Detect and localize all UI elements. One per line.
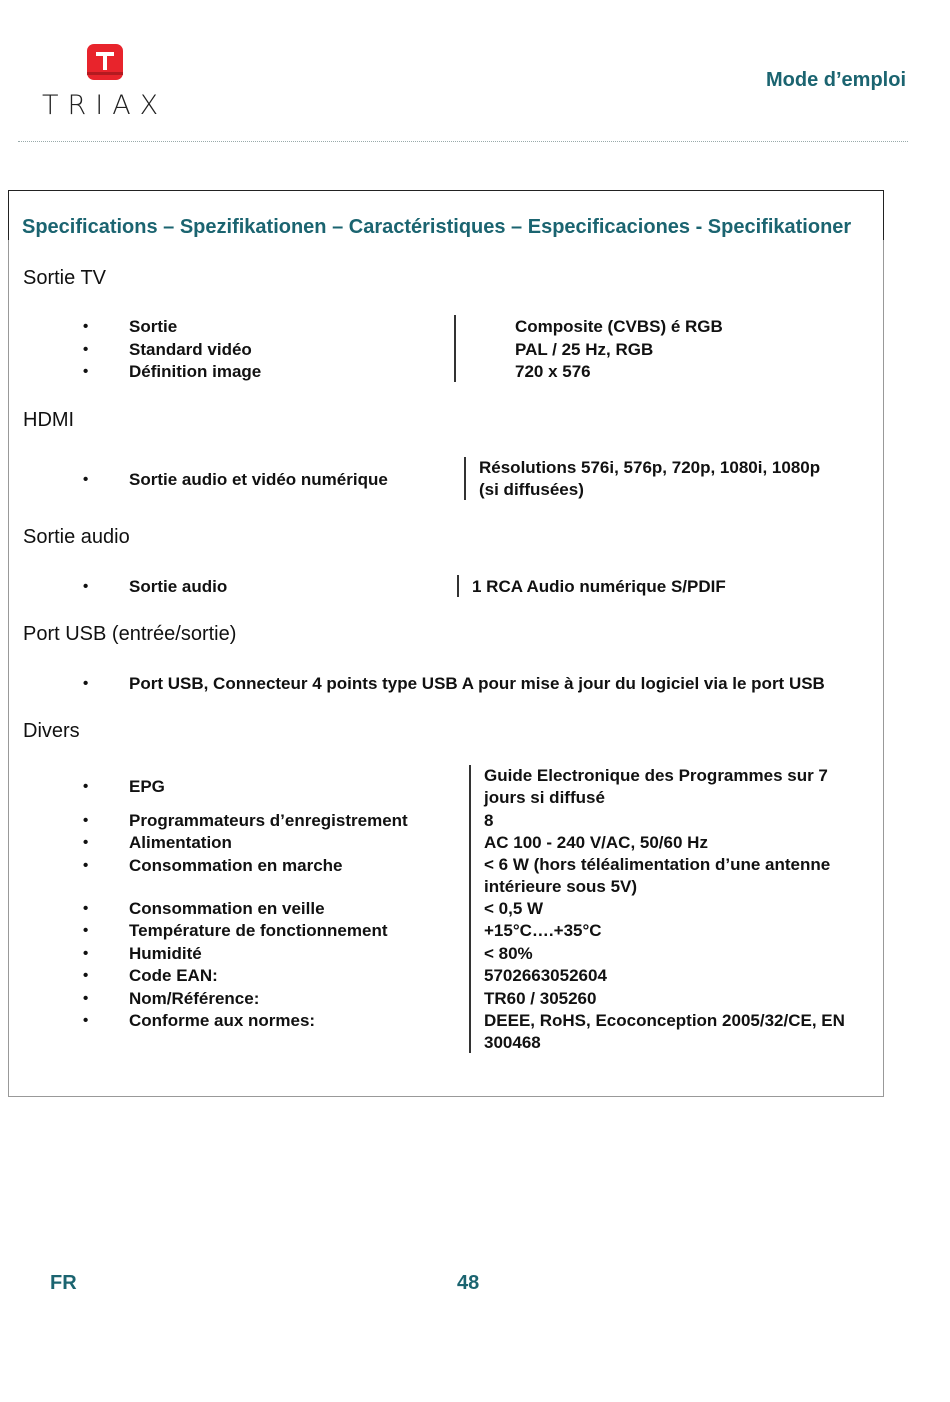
- bullet: •: [83, 578, 89, 595]
- bullet: •: [83, 922, 89, 939]
- specifications-title: Specifications – Spezifikationen – Caractéristiques – Especificaciones - Specifikationer: [22, 216, 852, 238]
- spec-label: Définition image: [129, 362, 262, 381]
- spec-label: Température de fonctionnement: [129, 921, 388, 940]
- bullet: •: [83, 900, 89, 917]
- section-heading-port-usb: Port USB (entrée/sortie): [23, 623, 237, 645]
- spec-value: < 6 W (hors téléalimentation d’une antenne intérieure sous 5V): [484, 855, 831, 896]
- bullet: •: [83, 834, 89, 851]
- bullet: •: [83, 857, 89, 874]
- spec-value: < 0,5 W: [484, 899, 544, 918]
- spec-value: 8: [484, 811, 494, 830]
- bullet: •: [83, 471, 89, 488]
- spec-value: Composite (CVBS) é RGB: [515, 317, 723, 336]
- column-divider: [457, 575, 459, 597]
- spec-label: Port USB, Connecteur 4 points type USB A pour mise à jour du logiciel via le port USB: [129, 674, 825, 693]
- spec-label: EPG: [129, 777, 165, 796]
- spec-label: Sortie: [129, 317, 178, 336]
- section-heading-divers: Divers: [23, 720, 80, 742]
- section-heading-sortie-tv: Sortie TV: [23, 267, 106, 289]
- triax-logo-mark: [87, 44, 123, 80]
- column-divider: [454, 315, 456, 382]
- bullet: •: [83, 675, 89, 692]
- header-divider: [18, 141, 908, 142]
- bullet: •: [83, 967, 89, 984]
- bullet: •: [83, 341, 89, 358]
- column-divider: [469, 765, 471, 1053]
- bullet: •: [83, 318, 89, 335]
- spec-label: Consommation en marche: [129, 856, 343, 875]
- spec-value: Résolutions 576i, 576p, 720p, 1080i, 1080p (si diffusées): [479, 458, 821, 499]
- spec-value: 720 x 576: [515, 362, 591, 381]
- spec-label: Code EAN:: [129, 966, 218, 985]
- spec-label: Humidité: [129, 944, 202, 963]
- spec-label: Consommation en veille: [129, 899, 325, 918]
- spec-value: < 80%: [484, 944, 533, 963]
- bullet: •: [83, 778, 89, 795]
- spec-value: +15°C….+35°C: [484, 921, 602, 940]
- bullet: •: [83, 990, 89, 1007]
- footer-language: FR: [50, 1272, 77, 1294]
- spec-value: 5702663052604: [484, 966, 607, 985]
- spec-value: Guide Electronique des Programmes sur 7 jours si diffusé: [484, 766, 828, 807]
- spec-value: DEEE, RoHS, Ecoconception 2005/32/CE, EN 300468: [484, 1011, 845, 1052]
- spec-value: PAL / 25 Hz, RGB: [515, 340, 654, 359]
- document-title: Mode d’emploi: [766, 69, 906, 91]
- bullet: •: [83, 945, 89, 962]
- spec-label: Nom/Référence:: [129, 989, 260, 1008]
- spec-label: Programmateurs d’enregistrement: [129, 811, 408, 830]
- triax-logo-text: TRIAX: [42, 90, 168, 121]
- spec-label: Sortie audio et vidéo numérique: [129, 470, 388, 489]
- column-divider: [464, 457, 466, 500]
- spec-label: Sortie audio: [129, 577, 228, 596]
- bullet: •: [83, 812, 89, 829]
- triax-logo: [40, 44, 170, 121]
- bullet: •: [83, 363, 89, 380]
- section-heading-sortie-audio: Sortie audio: [23, 526, 130, 548]
- spec-label: Alimentation: [129, 833, 232, 852]
- spec-label: Conforme aux normes:: [129, 1011, 316, 1030]
- spec-value: TR60 / 305260: [484, 989, 597, 1008]
- spec-value: AC 100 - 240 V/AC, 50/60 Hz: [484, 833, 708, 852]
- spec-label: Standard vidéo: [129, 340, 252, 359]
- spec-value: 1 RCA Audio numérique S/PDIF: [472, 577, 726, 596]
- bullet: •: [83, 1012, 89, 1029]
- section-heading-hdmi: HDMI: [23, 409, 75, 431]
- page-number: 48: [457, 1272, 480, 1294]
